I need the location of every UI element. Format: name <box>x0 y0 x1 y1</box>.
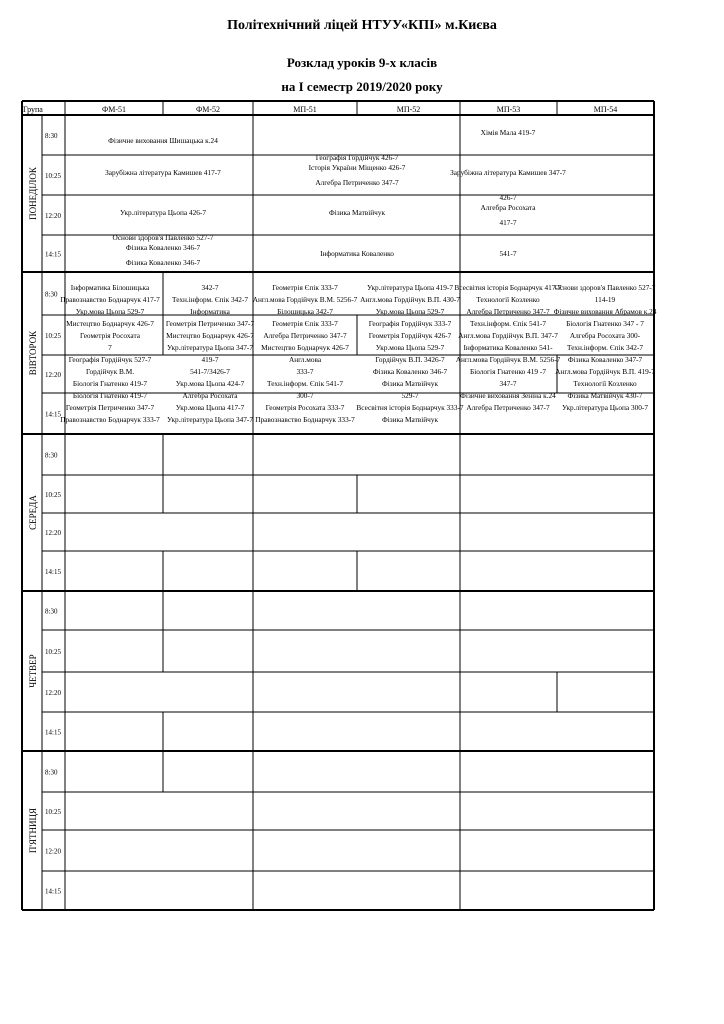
cell-text: Географія Гордійчук 333-7 <box>368 319 452 328</box>
time-label-0-0: 8:30 <box>45 132 58 140</box>
cell-text: Технології Козленко <box>573 379 637 388</box>
table-grid <box>22 101 654 910</box>
cell-text: Техн.інформ. Єпік 541-7 <box>470 319 546 328</box>
cell-text: Укр.література Цьопа 426-7 <box>119 208 207 217</box>
cell-text: Техн.інформ. Єпік 342-7 <box>567 343 643 352</box>
cell-text: Географія Гордійчук 426-7 <box>315 153 399 162</box>
cell-text: Англ.мова Гордійчук В.М. 5256-7 <box>252 295 358 304</box>
cell-text: Зарубіжна література Камишев 417-7 <box>105 168 221 177</box>
cell-text: 7 <box>108 343 112 352</box>
cell-text: 529-7 <box>401 391 419 400</box>
cell-text: 342-7 <box>201 283 219 292</box>
cell-text: Геометрія Єпік 333-7 <box>272 283 338 292</box>
column-header-3: МП-51 <box>293 105 317 114</box>
cell-text: Фізика Коваленко 346-7 <box>125 258 201 267</box>
cell-text: Технології Козленко <box>476 295 540 304</box>
cell-text: Основи здоров'я Павленко 527-7 <box>554 283 656 292</box>
cell-text: Англ.мова Гордійчук В.П. 419-7 <box>555 367 655 376</box>
time-label-1-3: 14:15 <box>45 410 61 419</box>
cell-text: Укр.мова Цьопа 529-7 <box>375 343 445 352</box>
cell-text: Гордійчук В.П. 3426-7 <box>375 355 445 364</box>
cell-text: Інформатика Коваленко 541- <box>463 343 553 352</box>
column-header-2: ФМ-52 <box>195 105 221 114</box>
cell-text: Геометрія Єпік 333-7 <box>272 319 338 328</box>
cell-text: Англ.мова <box>288 355 322 364</box>
cell-text: Фізика Матвійчук 430-7 <box>567 391 643 400</box>
cell-text: Укр.мова Цьопа 424-7 <box>175 379 245 388</box>
time-label-2-3: 14:15 <box>45 568 61 576</box>
schedule-title: Розклад уроків 9-х класів <box>286 55 438 70</box>
cell-text: Інформатика Білошицька <box>70 283 150 292</box>
time-label-3-1: 10:25 <box>45 648 61 656</box>
cell-text: Геометрія Петриченко 347-7 <box>165 319 255 328</box>
cell-text: Історія України Міщенко 426-7 <box>308 163 406 172</box>
cell-text: Гордійчук В.М. <box>85 367 135 376</box>
cell-text: 426-7 <box>499 193 517 202</box>
semester-title: на I семестр 2019/2020 року <box>281 79 443 94</box>
cell-text: Зарубіжна література Камишев 347-7 <box>450 168 566 177</box>
cell-text: Геометрія Гордійчук 426-7 <box>368 331 452 340</box>
cell-text: Мистецтво Боднарчук 426-7 <box>66 319 154 328</box>
time-label-4-1: 10:25 <box>45 808 61 816</box>
cell-text: Біологія Гнатенко 347 - 7 <box>566 319 644 328</box>
cell-text: Укр.література Цьопа 300-7 <box>561 403 649 412</box>
cell-text: Укр.література Цьопа 419-7 <box>366 283 454 292</box>
cell-text: Алгебра Петриченко 347-7 <box>466 403 550 412</box>
cell-text: Основи здоров'я Павленко 527-7 <box>112 233 214 242</box>
cell-text: Фізика Матвійчук <box>381 415 439 424</box>
cell-text: Фізика Коваленко 346-7 <box>125 243 201 252</box>
cell-text: 333-7 <box>296 367 314 376</box>
time-label-2-0: 8:30 <box>45 451 58 460</box>
cell-text: 300-7 <box>296 391 314 400</box>
day-label-4: П'ЯТНИЦЯ <box>28 807 38 854</box>
time-label-2-1: 10:25 <box>45 491 61 499</box>
cell-text: Алгебра Росохата <box>182 391 238 400</box>
cell-text: Фізика Матвійчук <box>328 208 386 217</box>
cell-text: Всесвітня історія Боднарчук 417-7 <box>454 283 562 292</box>
time-label-4-2: 12:20 <box>45 847 61 856</box>
cell-text: Мистецтво Боднарчук 426-7 <box>166 331 254 340</box>
cell-text: Правознавство Боднарчук 333-7 <box>60 415 160 424</box>
time-label-4-0: 8:30 <box>45 768 58 777</box>
cell-text: Геометрія Росохата 333-7 <box>265 403 345 412</box>
cell-text: Інформатика <box>190 307 230 316</box>
time-label-2-2: 12:20 <box>45 529 61 537</box>
cell-text: Фізика Коваленко 347-7 <box>567 355 643 364</box>
cell-text: Правознавство Боднарчук 417-7 <box>60 295 160 304</box>
day-label-3: ЧЕТВЕР <box>28 654 38 688</box>
cell-text: Геометрія Петриченко 347-7 <box>65 403 155 412</box>
cell-text: Алгебра Петриченко 347-7 <box>466 307 550 316</box>
table-text <box>23 105 657 896</box>
cell-text: Фізичне виховання Шишацька к.24 <box>108 136 218 145</box>
cell-text: Алгебра Росохата <box>480 203 536 212</box>
time-label-1-1: 10:25 <box>45 332 61 340</box>
cell-text: Алгебра Петриченко 347-7 <box>263 331 347 340</box>
time-label-0-3: 14:15 <box>45 250 61 259</box>
cell-text: Укр.література Цьопа 347-7 <box>166 415 254 424</box>
column-header-6: МП-54 <box>593 105 618 114</box>
cell-text: Укр.мова Цьопа 529-7 <box>75 307 145 316</box>
column-header-1: ФМ-51 <box>101 105 127 114</box>
cell-text: 419-7 <box>201 355 219 364</box>
cell-text: Фізичне виховання Зеніна к.24 <box>460 391 556 400</box>
column-header-4: МП-52 <box>396 105 421 114</box>
cell-text: 114-19 <box>594 295 616 304</box>
cell-text: Техн.інформ. Єпік 541-7 <box>267 379 343 388</box>
cell-text: Техн.інформ. Єпік 342-7 <box>172 295 248 304</box>
cell-text: Алгебра Росохата 300- <box>569 331 641 340</box>
cell-text: Географія Гордійчук 527-7 <box>68 355 152 364</box>
cell-text: Укр.література Цьопа 347-7 <box>166 343 254 352</box>
cell-text: Хімія Мала 419-7 <box>480 128 536 137</box>
cell-text: 541-7/3426-7 <box>190 367 230 376</box>
time-label-1-0: 8:30 <box>45 290 58 299</box>
cell-text: Інформатика Коваленко <box>320 249 394 258</box>
column-header-group: Група <box>23 105 43 114</box>
cell-text: Укр.мова Цьопа 529-7 <box>375 307 445 316</box>
cell-text: Англ.мова Гордійчук В.П. 430-7 <box>360 295 460 304</box>
cell-text: Фізика Матвійчук <box>381 379 439 388</box>
cell-text: Англ.мова Гордійчук В.П. 347-7 <box>458 331 558 340</box>
time-label-0-1: 10:25 <box>45 172 61 180</box>
day-label-1: ВІВТОРОК <box>28 330 38 376</box>
time-label-3-2: 12:20 <box>45 689 61 697</box>
cell-text: Біологія Гнатенко 419 -7 <box>470 367 546 376</box>
cell-text: Білошицька 342-7 <box>277 307 333 316</box>
cell-text: Англ.мова Гордійчук В.М. 5256-7 <box>455 355 561 364</box>
day-label-0: ПОНЕДІЛОК <box>28 167 38 220</box>
cell-text: Мистецтво Боднарчук 426-7 <box>261 343 349 352</box>
cell-text: Укр.мова Цьопа 417-7 <box>175 403 245 412</box>
time-label-3-0: 8:30 <box>45 607 58 616</box>
cell-text: Геометрія Росохата <box>80 331 140 340</box>
time-label-3-3: 14:15 <box>45 728 61 737</box>
cell-text: Біологія Гнатенко 419-7 <box>72 379 148 388</box>
cell-text: 541-7 <box>499 249 517 258</box>
time-label-0-2: 12:20 <box>45 212 61 220</box>
cell-text: Фізичне виховання Абрамов к.24 <box>553 307 657 316</box>
institution-title: Політехнічний ліцей НТУУ«КПІ» м.Києва <box>227 18 497 33</box>
time-label-4-3: 14:15 <box>45 887 61 896</box>
cell-text: 347-7 <box>499 379 517 388</box>
cell-text: Всесвітня історія Боднарчук 333-7 <box>356 403 464 412</box>
cell-text: Фізика Коваленко 346-7 <box>372 367 448 376</box>
day-label-2: СЕРЕДА <box>28 495 38 530</box>
time-label-1-2: 12:20 <box>45 371 61 379</box>
cell-text: 417-7 <box>499 218 517 227</box>
cell-text: Алгебра Петриченко 347-7 <box>315 178 399 187</box>
cell-text: Біологія Гнатенко 419-7 <box>72 391 148 400</box>
column-header-5: МП-53 <box>496 105 521 114</box>
cell-text: Правознавство Боднарчук 333-7 <box>255 415 355 424</box>
